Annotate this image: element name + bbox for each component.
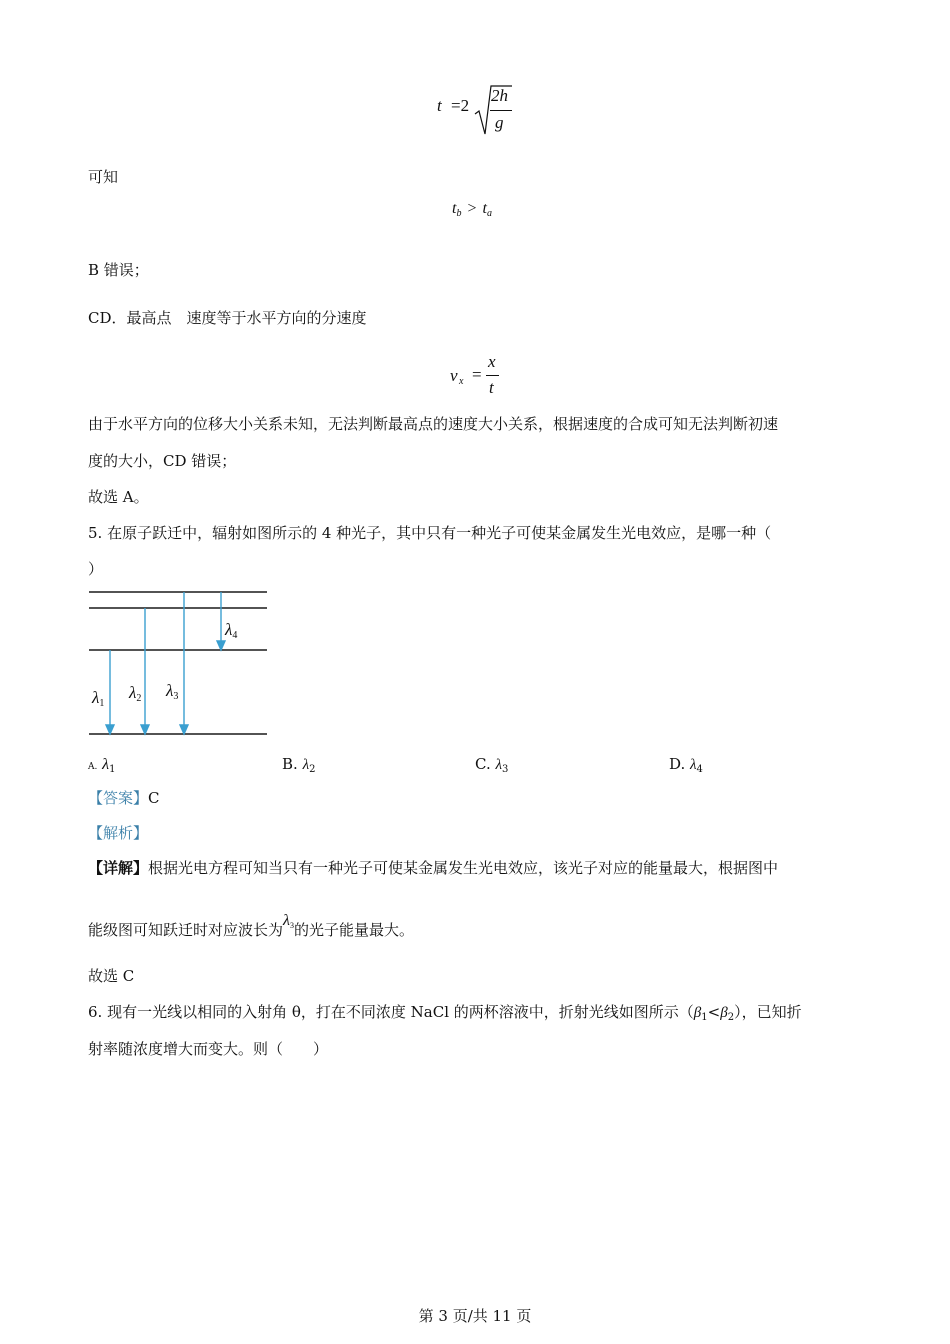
- option-c: [475, 755, 508, 779]
- arrow-lambda2-head: [141, 725, 149, 734]
- detail-lambda3: $\lambda_3$: [283, 912, 294, 930]
- analysis-tag: 【解析】: [88, 824, 149, 842]
- question-6-line-1: [88, 1002, 802, 1028]
- option-b-symbol: λ: [302, 757, 310, 773]
- text-guxuan-c: 故选 C: [88, 967, 135, 985]
- text-cd: CD．最高点 速度等于水平方向的分速度: [88, 309, 367, 327]
- formula-t: [437, 84, 527, 140]
- text-guxuan-a: 故选 A。: [88, 488, 149, 506]
- detail-text-2a: 能级图可知跃迁时对应波长为: [88, 921, 284, 939]
- energy-level-svg: [85, 585, 275, 740]
- formula-tb-op: >: [467, 200, 477, 217]
- formula-t-lhs: t: [437, 96, 442, 115]
- option-d-symbol: λ: [690, 757, 697, 773]
- question-6-text-a: 6. 现有一光线以相同的入射角 θ，打在不同浓度 NaCl 的两杯溶液中，折射光线如图所示（: [88, 1003, 694, 1021]
- label-lambda3: $\lambda_3$: [166, 681, 179, 702]
- formula-tb-gt-ta: [452, 200, 492, 219]
- formula-tb-right: t: [482, 200, 487, 217]
- formula-vx-lhs: v: [450, 366, 458, 385]
- page-footer: 第 3 页/共 11 页: [418, 1307, 532, 1325]
- option-d-prefix: D.: [669, 755, 686, 773]
- answer-value: C: [148, 789, 160, 807]
- answer-line: [88, 788, 160, 808]
- formula-vx: [450, 352, 510, 402]
- option-b-prefix: B.: [282, 755, 298, 773]
- option-c-sub: 3: [502, 764, 509, 775]
- formula-tb-right-sub: a: [486, 208, 492, 219]
- detail-text-2b: 的光子能量最大。: [293, 921, 414, 939]
- formula-t-fraction-bar: [490, 110, 512, 111]
- formula-vx-fraction-bar: [486, 375, 499, 376]
- option-b-sub: 2: [309, 764, 316, 775]
- formula-t-denominator: g: [495, 113, 504, 132]
- question-6-beta1: β: [693, 1005, 702, 1021]
- option-a-prefix: A.: [88, 762, 98, 772]
- option-a-symbol: λ: [102, 756, 110, 773]
- detail-tag: 【详解】: [88, 859, 149, 877]
- label-lambda4: $\lambda_4$: [225, 620, 238, 641]
- option-a-sub: 1: [109, 764, 116, 775]
- question-5-line-1: 5. 在原子跃迁中，辐射如图所示的 4 种光子，其中只有一种光子可使某金属发生光电效应，是哪一种（: [88, 524, 772, 542]
- formula-vx-denominator: t: [489, 378, 494, 397]
- question-5-line-2: ）: [88, 560, 104, 578]
- formula-vx-lhs-sub: x: [459, 376, 464, 387]
- formula-tb-left-sub: b: [456, 208, 462, 219]
- option-c-symbol: λ: [495, 757, 502, 773]
- question-6-beta1-sub: 1: [701, 1012, 708, 1023]
- option-b: [282, 755, 315, 779]
- label-lambda1: $\lambda_1$: [92, 688, 105, 709]
- option-d: [669, 755, 703, 779]
- formula-t-numerator: 2h: [491, 86, 508, 105]
- text-keyi: 可知: [88, 168, 119, 186]
- formula-tb-left: t: [452, 200, 457, 217]
- formula-vx-eq: =: [472, 365, 482, 384]
- question-6-beta2: β: [720, 1005, 728, 1021]
- question-6-text-b: ），已知折: [734, 1003, 802, 1021]
- option-c-prefix: C.: [475, 755, 491, 773]
- detail-line-2: [88, 912, 414, 946]
- para-line-2: 度的大小，CD 错误；: [88, 452, 237, 470]
- energy-level-diagram: [85, 585, 275, 740]
- arrow-lambda1-head: [106, 725, 114, 734]
- label-lambda2: $\lambda_2$: [129, 683, 142, 704]
- formula-t-eq: =2: [451, 96, 470, 115]
- question-6-beta2-sub: 2: [727, 1012, 735, 1023]
- text-b-wrong: B 错误；: [88, 261, 149, 279]
- arrow-lambda3-head: [180, 725, 188, 734]
- detail-text-1: 根据光电方程可知当只有一种光子可使某金属发生光电效应，该光子对应的能量最大，根据图中: [148, 859, 779, 877]
- option-d-sub: 4: [696, 764, 703, 775]
- answer-tag: 【答案】: [88, 789, 149, 807]
- formula-vx-numerator: x: [488, 352, 496, 371]
- para-line-1: 由于水平方向的位移大小关系未知，无法判断最高点的速度大小关系，根据速度的合成可知无法判断初速: [88, 415, 779, 433]
- question-6-lt: <: [707, 1003, 721, 1021]
- question-6-line-2: 射率随浓度增大而变大。则（ ）: [88, 1040, 329, 1058]
- option-a: [88, 755, 115, 779]
- arrow-lambda4-head: [217, 641, 225, 650]
- detail-line-1: [88, 858, 778, 878]
